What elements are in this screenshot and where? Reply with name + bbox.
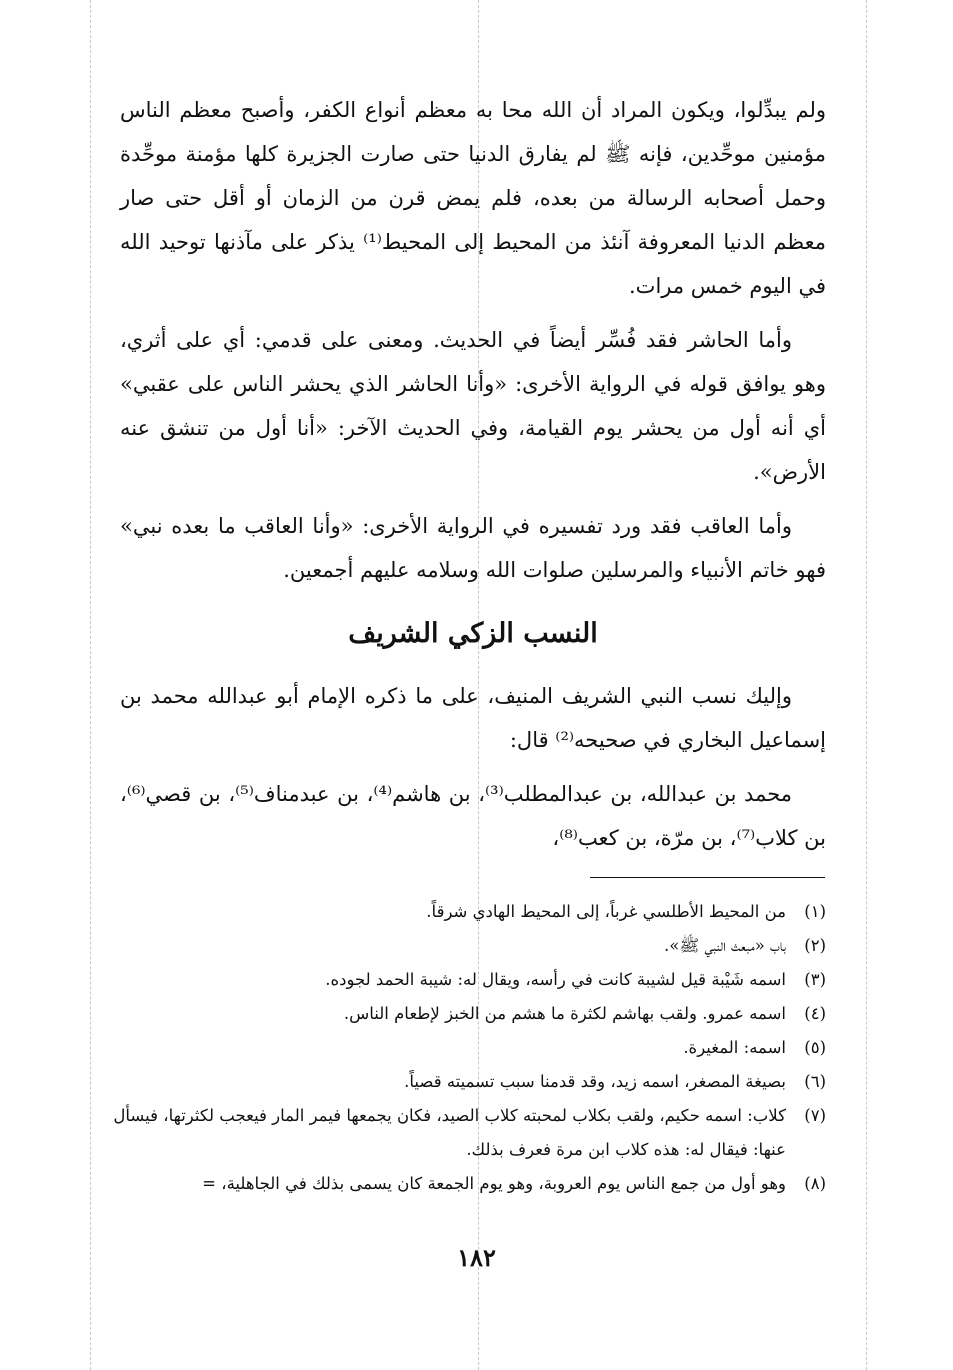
- footnote-item: [110, 929, 826, 963]
- footnote-item: [110, 997, 826, 1031]
- footnote-text: باب «مبعث النبي ﷺ».: [664, 936, 786, 955]
- footnote-number: (٦): [804, 1072, 826, 1091]
- footnote-separator: [590, 877, 825, 878]
- paragraph-2: وأما الحاشر فقد فُسِّر أيضاً في الحديث. ومعنى على قدمي: أي على أثري، وهو يوافق قوله في الرواية الأخرى: «وأنا الحاشر الذي يحشر الناس على عقبي» أي أنه أول من يحشر يوم القيامة، وفي الحديث الآخر: «أنا أول من تنشق عنه الأرض».: [120, 328, 826, 484]
- margin-guide-left: [90, 0, 91, 1370]
- footnote-number: (٧): [804, 1106, 826, 1125]
- page-number: ١٨٢: [457, 1243, 496, 1272]
- paragraph-1: ولم يبدِّلوا، ويكون المراد أن الله محا به معظم أنواع الكفر، وأصبح معظم الناس مؤمنين موحِّدين، فإنه ﷺ لم يفارق الدنيا حتى صارت الجزيرة كلها مؤمنة موحِّدة وحمل أصحابه الرسالة من بعده، فلم يمض قرن من الزمان أو أقل حتى صار معظم الدنيا المعروفة آنئذ من المحيط إلى المحيط⁽¹⁾ يذكر على مآذنها توحيد الله في اليوم خمس مرات.: [120, 98, 827, 298]
- footnote-item: [110, 1167, 826, 1201]
- paragraph-5: محمد بن عبدالله، بن عبدالمطلب⁽³⁾، بن هاشم⁽⁴⁾، بن عبدمناف⁽⁵⁾، بن قصي⁽⁶⁾، بن كلاب⁽⁷⁾، بن مرّة، بن كعب⁽⁸⁾،: [120, 782, 826, 850]
- paragraph-4: وإليك نسب النبي الشريف المنيف، على ما ذكره الإمام أبو عبدالله محمد بن إسماعيل البخاري في صحيحه⁽²⁾ قال:: [120, 684, 826, 752]
- footnote-text: كلاب: اسمه حكيم، ولقب بكلاب لمحبته كلاب الصيد، فكان يجمعها فيمر المار فيعجب لكثرتها، فيسأل عنها: فيقال له: هذه كلاب ابن مرة فعرف بذلك.: [113, 1106, 786, 1159]
- footnote-number: (١): [804, 902, 826, 921]
- footnote-item: [110, 1031, 826, 1065]
- footnote-text: اسمه عمرو. ولقب بهاشم لكثرة ما هشم من الخبز لإطعام الناس.: [343, 1004, 786, 1023]
- footnote-number: (٤): [804, 1004, 826, 1023]
- page-body: [120, 88, 826, 870]
- footnote-number: (٣): [804, 970, 826, 989]
- footnote-item: [110, 1099, 826, 1167]
- footnote-item: [110, 963, 826, 997]
- footnote-number: (٢): [804, 936, 826, 955]
- footnote-text: من المحيط الأطلسي غرباً، إلى المحيط الهادي شرقاً.: [426, 902, 786, 921]
- footnote-number: (٨): [804, 1174, 826, 1193]
- margin-guide-right: [866, 0, 867, 1370]
- footnotes: [110, 895, 826, 1201]
- footnote-text: وهو أول من جمع الناس يوم العروبة، وهو يوم الجمعة كان يسمى بذلك في الجاهلية، =: [202, 1174, 786, 1193]
- paragraph-3: وأما العاقب فقد ورد تفسيره في الرواية الأخرى: «وأنا العاقب ما بعده نبي» فهو خاتم الأنبياء والمرسلين صلوات الله وسلامه عليهم أجمعين.: [120, 514, 826, 582]
- footnote-text: بصيغة المصغر، اسمه زيد، وقد قدمنا سبب تسميته قصياً.: [404, 1072, 786, 1091]
- footnote-text: اسمه: المغيرة.: [683, 1038, 786, 1057]
- footnote-number: (٥): [804, 1038, 826, 1057]
- footnote-text: اسمه شَيْبة قيل لشيبة كانت في رأسه، ويقال له: شيبة الحمد لجوده.: [325, 970, 786, 989]
- section-heading: النسب الزكي الشريف: [348, 618, 598, 649]
- footnote-item: [110, 1065, 826, 1099]
- footnote-item: [110, 895, 826, 929]
